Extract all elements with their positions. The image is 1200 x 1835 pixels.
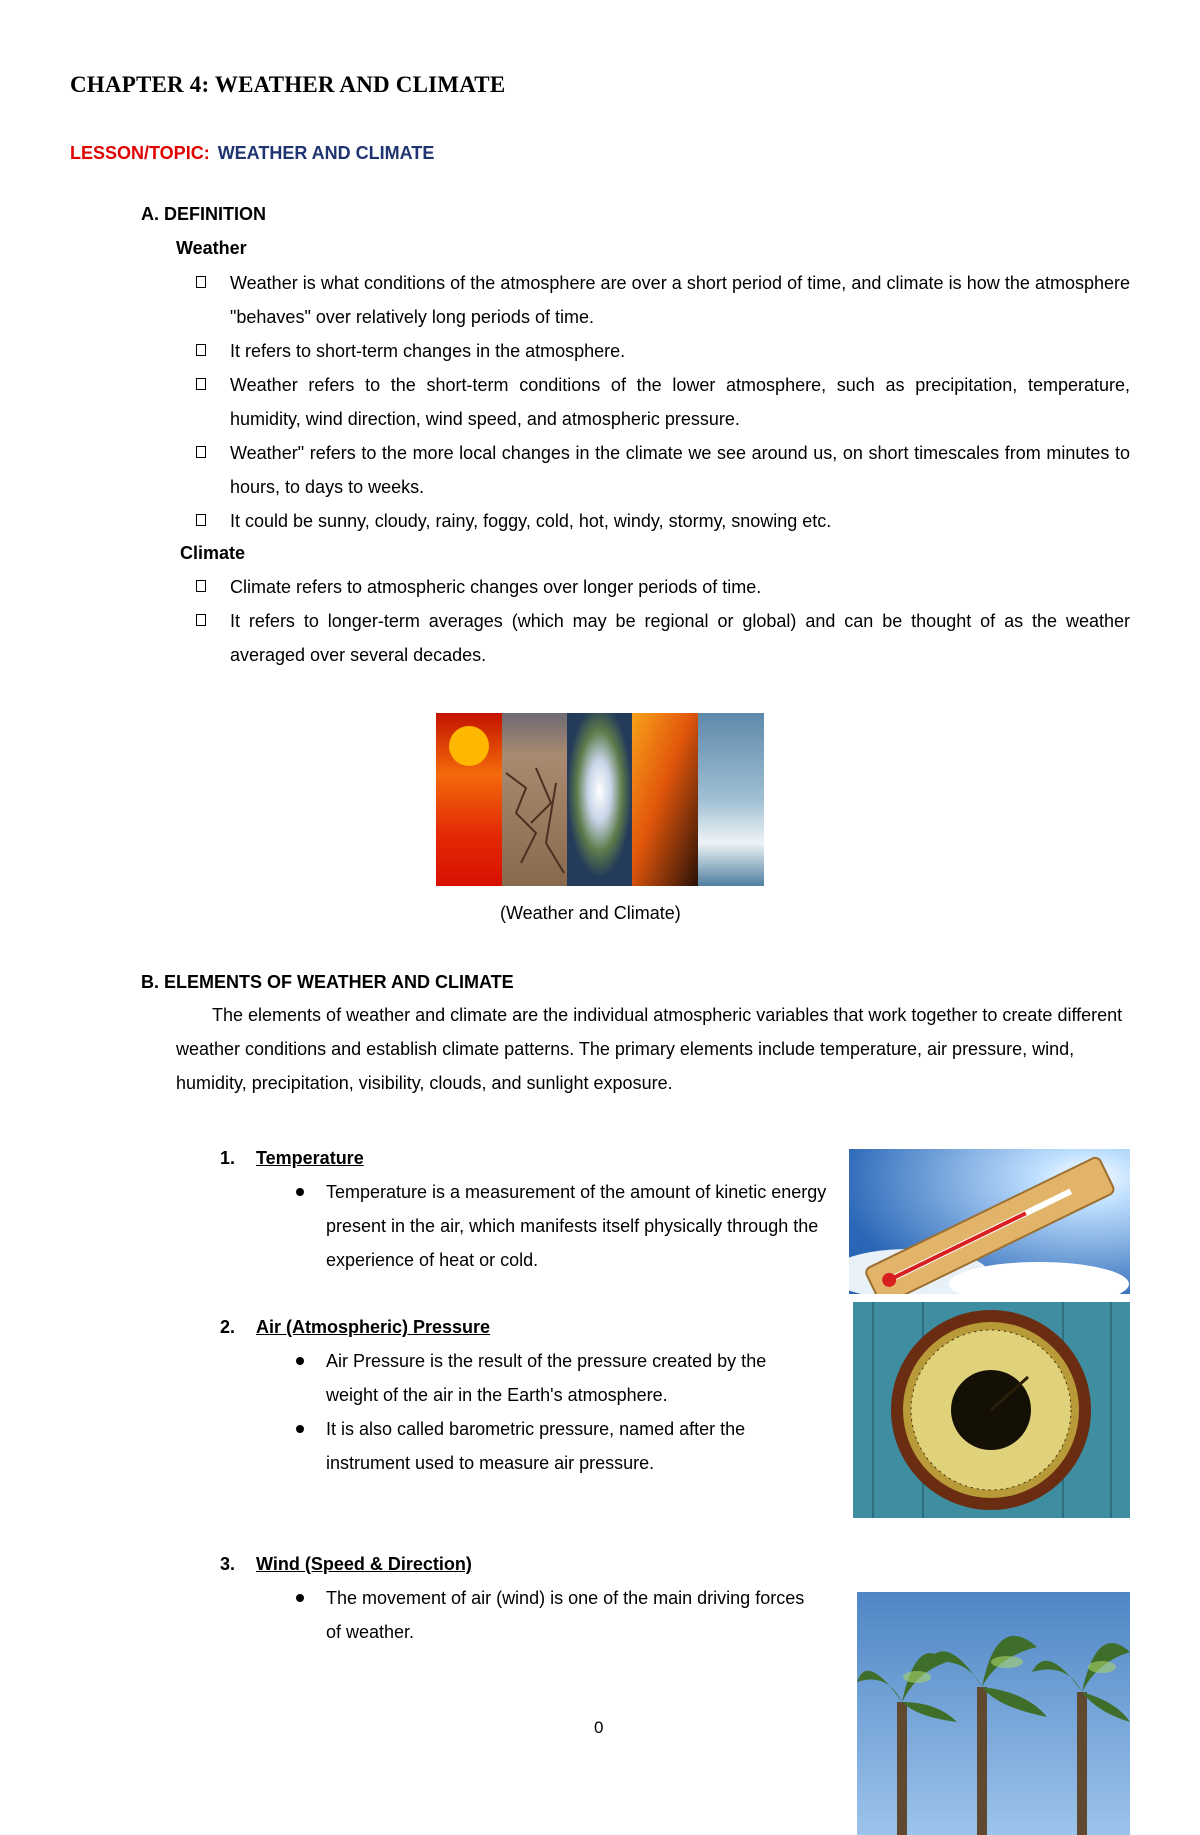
climate-bullet (196, 570, 1130, 604)
weather-subheading: Weather (176, 238, 247, 258)
weather-bullet (196, 436, 1130, 504)
item-number: 2. (220, 1317, 236, 1337)
bullet-box-icon (196, 614, 206, 626)
bullet-dot-icon (296, 1357, 304, 1365)
bullet-text: Air Pressure is the result of the pressure created by the weight of the air in the Earth's atmosphere. (326, 1351, 767, 1405)
wind-palm-trees-image (857, 1592, 1130, 1835)
section-b-intro: The elements of weather and climate are the individual atmospheric variables that work together to create different weather conditions and establish climate patterns. The primary elements include temperature, air pressure, wind, humidity, precipitation, visibility, clouds, and sunlight exposure. (176, 1005, 1123, 1093)
lesson-label: LESSON/TOPIC: (70, 143, 210, 163)
bullet-box-icon (196, 378, 206, 390)
bullet-text: It is also called barometric pressure, named after the instrument used to measure air pressure. (326, 1419, 746, 1473)
weather-bullet (196, 266, 1130, 334)
bullet-text: It refers to short-term changes in the atmosphere. (230, 341, 626, 361)
element-wind-heading (220, 1554, 472, 1575)
item-title: Temperature (256, 1148, 364, 1168)
air-pressure-bullet (291, 1344, 811, 1412)
lesson-topic-line (70, 143, 434, 164)
chapter-title: CHAPTER 4: WEATHER AND CLIMATE (70, 72, 506, 97)
item-number: 1. (220, 1148, 236, 1168)
temperature-bullet (291, 1175, 831, 1277)
bullet-box-icon (196, 514, 206, 526)
collage-caption: (Weather and Climate) (500, 903, 681, 923)
bullet-text: Weather refers to the short-term conditions of the lower atmosphere, such as precipitation, temperature, humidity, wind direction, wind speed, and atmospheric pressure. (230, 375, 1130, 429)
bullet-text: The movement of air (wind) is one of the main driving forces of weather. (326, 1588, 805, 1642)
bullet-text: Climate refers to atmospheric changes over longer periods of time. (230, 577, 762, 597)
thermometer-image (849, 1149, 1130, 1294)
bullet-box-icon (196, 344, 206, 356)
page-number: 0 (594, 1718, 604, 1737)
wind-bullet (291, 1581, 811, 1649)
bullet-box-icon (196, 446, 206, 458)
climate-subheading: Climate (180, 543, 246, 563)
bullet-text: It could be sunny, cloudy, rainy, foggy, cold, hot, windy, stormy, snowing etc. (230, 511, 832, 531)
item-title: Wind (Speed & Direction) (256, 1554, 472, 1574)
weather-bullet (196, 368, 1130, 436)
bullet-dot-icon (296, 1425, 304, 1433)
bullet-text: It refers to longer-term averages (which may be regional or global) and can be thought of as the weather averaged over several decades. (230, 611, 1130, 665)
barometer-image (853, 1302, 1130, 1518)
element-air-pressure-heading (220, 1317, 490, 1338)
weather-climate-collage-image (436, 713, 764, 886)
bullet-box-icon (196, 580, 206, 592)
item-number: 3. (220, 1554, 236, 1574)
bullet-dot-icon (296, 1594, 304, 1602)
section-b-heading: B. ELEMENTS OF WEATHER AND CLIMATE (141, 972, 514, 992)
weather-bullet (196, 334, 1130, 368)
bullet-text: Weather" refers to the more local changes in the climate we see around us, on short timescales from minutes to hours, to days to weeks. (230, 443, 1130, 497)
item-title: Air (Atmospheric) Pressure (256, 1317, 491, 1337)
weather-bullet (196, 504, 1130, 538)
air-pressure-bullet (291, 1412, 811, 1480)
bullet-text: Temperature is a measurement of the amount of kinetic energy present in the air, which manifests itself physically through the experience of heat or cold. (326, 1182, 827, 1270)
bullet-text: Weather is what conditions of the atmosphere are over a short period of time, and climate is how the atmosphere "behaves" over relatively long periods of time. (230, 273, 1130, 327)
section-a-heading: A. DEFINITION (141, 204, 266, 224)
element-temperature-heading (220, 1148, 364, 1169)
climate-bullet (196, 604, 1130, 672)
bullet-dot-icon (296, 1188, 304, 1196)
bullet-box-icon (196, 276, 206, 288)
lesson-topic: WEATHER AND CLIMATE (217, 143, 435, 163)
